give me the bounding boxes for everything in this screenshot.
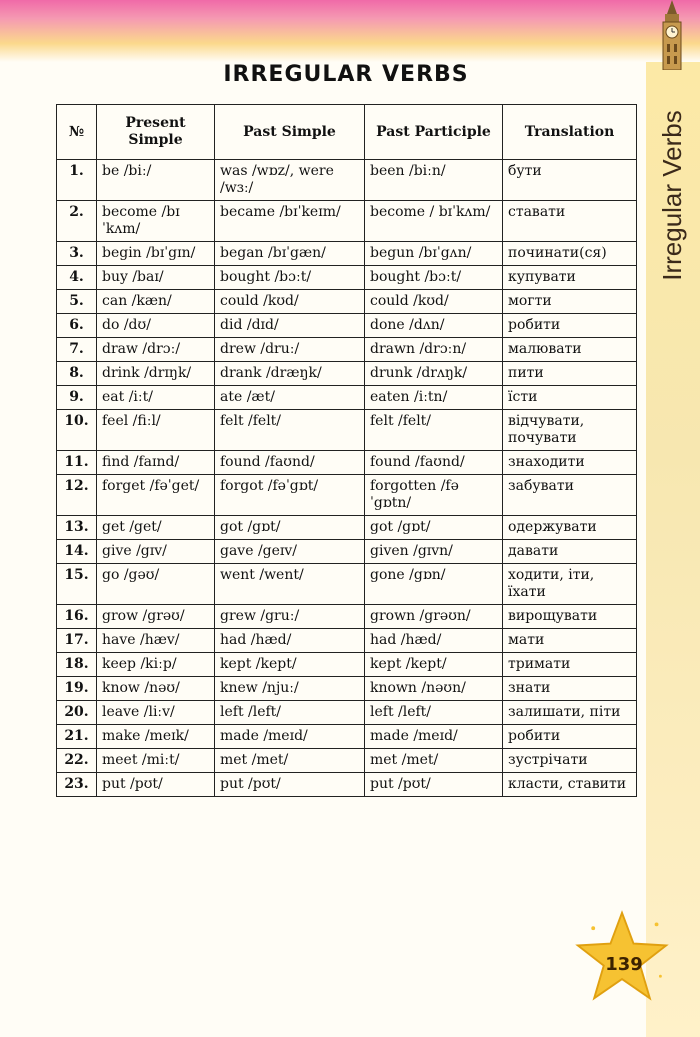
- page-number: 139: [605, 954, 643, 975]
- present-simple-cell: become /bɪˈkʌm/: [97, 201, 215, 242]
- past-simple-cell: knew /njuː/: [215, 677, 365, 701]
- past-participle-cell: put /pʊt/: [365, 773, 503, 797]
- header-translation: Translation: [503, 105, 637, 160]
- present-simple-cell: grow /grəʊ/: [97, 605, 215, 629]
- translation-cell: знаходити: [503, 451, 637, 475]
- table-row: [57, 749, 637, 773]
- past-simple-cell: put /pʊt/: [215, 773, 365, 797]
- past-simple-cell: found /faʊnd/: [215, 451, 365, 475]
- table-row: [57, 386, 637, 410]
- past-simple-cell: drew /druː/: [215, 338, 365, 362]
- header-past-participle: Past Participle: [365, 105, 503, 160]
- present-simple-cell: eat /iːt/: [97, 386, 215, 410]
- row-number: 15.: [57, 564, 97, 605]
- translation-cell: ставати: [503, 201, 637, 242]
- translation-cell: починати(ся): [503, 242, 637, 266]
- present-simple-cell: do /dʊ/: [97, 314, 215, 338]
- past-participle-cell: kept /kept/: [365, 653, 503, 677]
- present-simple-cell: draw /drɔː/: [97, 338, 215, 362]
- header-number: №: [57, 105, 97, 160]
- table-row: [57, 701, 637, 725]
- past-simple-cell: met /met/: [215, 749, 365, 773]
- table-row: [57, 451, 637, 475]
- past-simple-cell: grew /gruː/: [215, 605, 365, 629]
- past-participle-cell: grown /grəʊn/: [365, 605, 503, 629]
- translation-cell: мати: [503, 629, 637, 653]
- present-simple-cell: forget /fəˈget/: [97, 475, 215, 516]
- past-participle-cell: found /faʊnd/: [365, 451, 503, 475]
- translation-cell: їсти: [503, 386, 637, 410]
- row-number: 22.: [57, 749, 97, 773]
- past-participle-cell: met /met/: [365, 749, 503, 773]
- row-number: 23.: [57, 773, 97, 797]
- present-simple-cell: know /nəʊ/: [97, 677, 215, 701]
- translation-cell: бути: [503, 160, 637, 201]
- side-title-text: Irregular Verbs: [656, 109, 687, 281]
- past-simple-cell: drank /dræŋk/: [215, 362, 365, 386]
- table-row: [57, 653, 637, 677]
- present-simple-cell: buy /baɪ/: [97, 266, 215, 290]
- translation-cell: одержувати: [503, 516, 637, 540]
- row-number: 16.: [57, 605, 97, 629]
- translation-cell: купувати: [503, 266, 637, 290]
- row-number: 3.: [57, 242, 97, 266]
- table-row: [57, 160, 637, 201]
- past-simple-cell: went /went/: [215, 564, 365, 605]
- present-simple-cell: can /kæn/: [97, 290, 215, 314]
- row-number: 14.: [57, 540, 97, 564]
- row-number: 19.: [57, 677, 97, 701]
- side-section-label: [650, 110, 694, 280]
- header-past-simple: Past Simple: [215, 105, 365, 160]
- present-simple-cell: give /gɪv/: [97, 540, 215, 564]
- table-row: [57, 362, 637, 386]
- table-row: [57, 773, 637, 797]
- present-simple-cell: have /hæv/: [97, 629, 215, 653]
- past-participle-cell: known /nəʊn/: [365, 677, 503, 701]
- past-participle-cell: got /gɒt/: [365, 516, 503, 540]
- row-number: 10.: [57, 410, 97, 451]
- table-row: [57, 314, 637, 338]
- table-body: [57, 160, 637, 797]
- row-number: 21.: [57, 725, 97, 749]
- past-simple-cell: could /kʊd/: [215, 290, 365, 314]
- row-number: 11.: [57, 451, 97, 475]
- translation-cell: вирощувати: [503, 605, 637, 629]
- past-simple-cell: gave /geɪv/: [215, 540, 365, 564]
- table-row: [57, 242, 637, 266]
- table-row: [57, 516, 637, 540]
- present-simple-cell: put /pʊt/: [97, 773, 215, 797]
- past-participle-cell: become / bɪˈkʌm/: [365, 201, 503, 242]
- header-present-simple: Present Simple: [97, 105, 215, 160]
- table-row: [57, 605, 637, 629]
- table-row: [57, 201, 637, 242]
- clock-tower-icon: [650, 0, 694, 70]
- row-number: 20.: [57, 701, 97, 725]
- row-number: 13.: [57, 516, 97, 540]
- translation-cell: класти, ставити: [503, 773, 637, 797]
- past-simple-cell: ate /æt/: [215, 386, 365, 410]
- irregular-verbs-table: [56, 104, 637, 797]
- past-simple-cell: bought /bɔːt/: [215, 266, 365, 290]
- present-simple-cell: drink /drɪŋk/: [97, 362, 215, 386]
- past-simple-cell: made /meɪd/: [215, 725, 365, 749]
- row-number: 5.: [57, 290, 97, 314]
- table-row: [57, 266, 637, 290]
- past-participle-cell: eaten /iːtn/: [365, 386, 503, 410]
- past-participle-cell: gone /gɒn/: [365, 564, 503, 605]
- present-simple-cell: go /gəʊ/: [97, 564, 215, 605]
- translation-cell: робити: [503, 725, 637, 749]
- row-number: 1.: [57, 160, 97, 201]
- row-number: 7.: [57, 338, 97, 362]
- past-simple-cell: became /bɪˈkeɪm/: [215, 201, 365, 242]
- table-row: [57, 540, 637, 564]
- translation-cell: ходити, іти, їхати: [503, 564, 637, 605]
- present-simple-cell: leave /liːv/: [97, 701, 215, 725]
- past-simple-cell: did /dɪd/: [215, 314, 365, 338]
- translation-cell: знати: [503, 677, 637, 701]
- translation-cell: відчувати, почувати: [503, 410, 637, 451]
- past-simple-cell: was /wɒz/, were /wɜː/: [215, 160, 365, 201]
- row-number: 18.: [57, 653, 97, 677]
- past-simple-cell: got /gɒt/: [215, 516, 365, 540]
- translation-cell: могти: [503, 290, 637, 314]
- past-participle-cell: been /biːn/: [365, 160, 503, 201]
- row-number: 2.: [57, 201, 97, 242]
- past-participle-cell: done /dʌn/: [365, 314, 503, 338]
- table-row: [57, 290, 637, 314]
- translation-cell: зустрічати: [503, 749, 637, 773]
- translation-cell: пити: [503, 362, 637, 386]
- past-participle-cell: bought /bɔːt/: [365, 266, 503, 290]
- past-simple-cell: left /left/: [215, 701, 365, 725]
- row-number: 4.: [57, 266, 97, 290]
- translation-cell: малювати: [503, 338, 637, 362]
- table-row: [57, 564, 637, 605]
- table-row: [57, 475, 637, 516]
- past-participle-cell: had /hæd/: [365, 629, 503, 653]
- past-participle-cell: made /meɪd/: [365, 725, 503, 749]
- translation-cell: давати: [503, 540, 637, 564]
- present-simple-cell: keep /kiːp/: [97, 653, 215, 677]
- past-participle-cell: felt /felt/: [365, 410, 503, 451]
- past-participle-cell: left /left/: [365, 701, 503, 725]
- present-simple-cell: find /faɪnd/: [97, 451, 215, 475]
- table-row: [57, 410, 637, 451]
- present-simple-cell: make /meɪk/: [97, 725, 215, 749]
- past-simple-cell: began /bɪˈgæn/: [215, 242, 365, 266]
- row-number: 8.: [57, 362, 97, 386]
- row-number: 17.: [57, 629, 97, 653]
- past-simple-cell: forgot /fəˈgɒt/: [215, 475, 365, 516]
- past-simple-cell: kept /kept/: [215, 653, 365, 677]
- past-participle-cell: given /gɪvn/: [365, 540, 503, 564]
- table-row: [57, 629, 637, 653]
- table-header-row: [57, 105, 637, 160]
- translation-cell: тримати: [503, 653, 637, 677]
- present-simple-cell: begin /bɪˈgɪn/: [97, 242, 215, 266]
- present-simple-cell: get /get/: [97, 516, 215, 540]
- past-participle-cell: begun /bɪˈgʌn/: [365, 242, 503, 266]
- past-participle-cell: drunk /drʌŋk/: [365, 362, 503, 386]
- past-simple-cell: felt /felt/: [215, 410, 365, 451]
- top-decorative-band: [0, 0, 700, 62]
- translation-cell: залишати, піти: [503, 701, 637, 725]
- past-participle-cell: could /kʊd/: [365, 290, 503, 314]
- past-participle-cell: drawn /drɔːn/: [365, 338, 503, 362]
- past-simple-cell: had /hæd/: [215, 629, 365, 653]
- translation-cell: робити: [503, 314, 637, 338]
- row-number: 6.: [57, 314, 97, 338]
- table-row: [57, 338, 637, 362]
- page-title: IRREGULAR VERBS: [223, 62, 469, 87]
- present-simple-cell: feel /fiːl/: [97, 410, 215, 451]
- present-simple-cell: be /biː/: [97, 160, 215, 201]
- row-number: 12.: [57, 475, 97, 516]
- present-simple-cell: meet /miːt/: [97, 749, 215, 773]
- table-row: [57, 677, 637, 701]
- row-number: 9.: [57, 386, 97, 410]
- past-participle-cell: forgotten /fəˈgɒtn/: [365, 475, 503, 516]
- table-row: [57, 725, 637, 749]
- translation-cell: забувати: [503, 475, 637, 516]
